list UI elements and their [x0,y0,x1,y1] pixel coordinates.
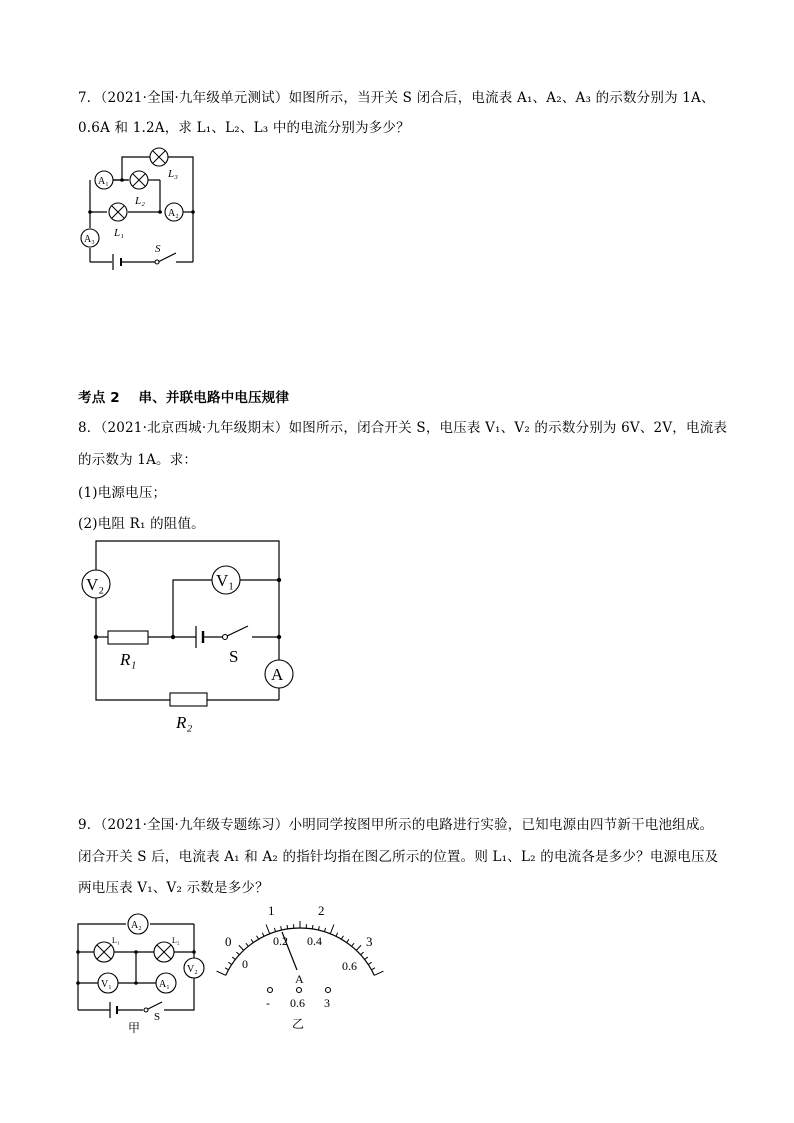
q8-V2-label: V₂ [86,575,105,594]
q9-S-label: S [154,1011,161,1023]
q9-jia-caption: 甲 [128,1021,141,1035]
q9-L2-label: L₂ [172,936,180,945]
dial-tick [228,962,231,964]
q8-R1-label: R₁ [120,650,137,669]
dial-tick [336,933,338,937]
q8-line-4: (2)电阻 R₁ 的阻值。 [78,516,205,532]
dial-tick [352,943,355,946]
q9-A1-label: A₁ [159,979,170,990]
dial-tick [365,957,368,959]
dial-tick [251,939,253,942]
section-2-title: 考点 2 串、并联电路中电压规律 [78,390,290,406]
q8-A-label: A [271,665,284,684]
dial-tick [262,933,264,937]
dial-tick [236,952,239,955]
dial-outer-tick-1: 1 [268,903,275,918]
q7-line-1: 7．（2021·全国·九年级单元测试）如图所示，当开关 S 闭合后，电流表 A₁、A₂、A₃ 的示数分别为 1A、 [78,90,715,106]
q8-R2-label: R₂ [176,713,193,732]
dial-tick [371,968,374,970]
q9-V1-label: V₁ [101,979,112,990]
dial-outer-tick-3: 3 [366,934,373,949]
q8-line-2: 的示数为 1A。求： [78,452,198,468]
dial-outer-tick-0: 0 [225,934,232,949]
q7-A3-label: A₃ [84,234,95,245]
dial-tick [232,957,235,959]
q7-L1-label: L₁ [114,227,124,239]
q8-line-3: (1)电源电压； [78,485,167,501]
dial-inner-tick-0: 0 [242,957,248,971]
dial-inner-tick-0-4: 0.4 [307,934,322,948]
dial-needle [282,932,297,970]
dial-tick [281,926,282,930]
dial-terminal-0-6: 0.6 [290,996,305,1010]
dial-tick [257,936,259,939]
q7-S-label: S [155,243,161,255]
dial-tick [239,945,244,950]
dial-inner-tick-0-2: 0.2 [273,934,288,948]
dial-tick [274,928,275,932]
q8-S-label: S [229,647,239,666]
q8-line-1: 8．（2021·北京西城·九年级期末）如图所示，闭合开关 S，电压表 V₁、V₂ 的示数分别为 6V、2V，电流表 [78,420,728,436]
q9-line-3: 两电压表 V₁、V₂ 示数是多少？ [78,880,269,896]
dial-tick [341,936,343,939]
dial-inner-tick-0-6: 0.6 [342,959,357,973]
q9-line-2: 闭合开关 S 后，电流表 A₁ 和 A₂ 的指针均指在图乙所示的位置。则 L₁、L₂ 的电流各是多少？电源电压及 [78,849,719,865]
q7-L3-label: L₃ [168,168,178,180]
q9-yi-caption: 乙 [292,1017,305,1031]
dial-terminal-minus: - [266,996,270,1010]
q7-A2-label: A₂ [168,208,179,219]
dial-unit: A [295,972,304,986]
dial-tick [266,925,270,934]
q7-line-2: 0.6A 和 1.2A，求 L₁、L₂、L₃ 中的电流分别为多少？ [78,120,410,136]
dial-tick [246,943,249,946]
dial-tick [330,925,334,934]
q8-V1-label: V₁ [216,571,235,590]
dial-tick [225,968,228,970]
q9-line-1: 9．（2021·全国·九年级专题练习）小明同学按图甲所示的电路进行实验，已知电源由四节新干电池组成。 [78,817,714,833]
dial-tick [318,926,319,930]
dial-tick [368,962,371,964]
dial-tick [361,952,364,955]
dial-tick [374,971,383,975]
dial-terminal-3: 3 [324,996,330,1010]
dial-tick [312,925,313,929]
q7-L2-label: L₂ [135,195,145,207]
dial-tick [324,928,325,932]
q9-V2-label: V₂ [187,964,198,975]
q7-A1-label: A₁ [98,176,109,187]
dial-tick [217,971,226,975]
q9-A2-label: A₂ [131,920,142,931]
dial-tick [347,939,349,942]
dial-tick [287,925,288,929]
q9-L1-label: L₁ [112,936,120,945]
dial-outer-tick-2: 2 [318,903,325,918]
dial-tick [356,945,361,950]
